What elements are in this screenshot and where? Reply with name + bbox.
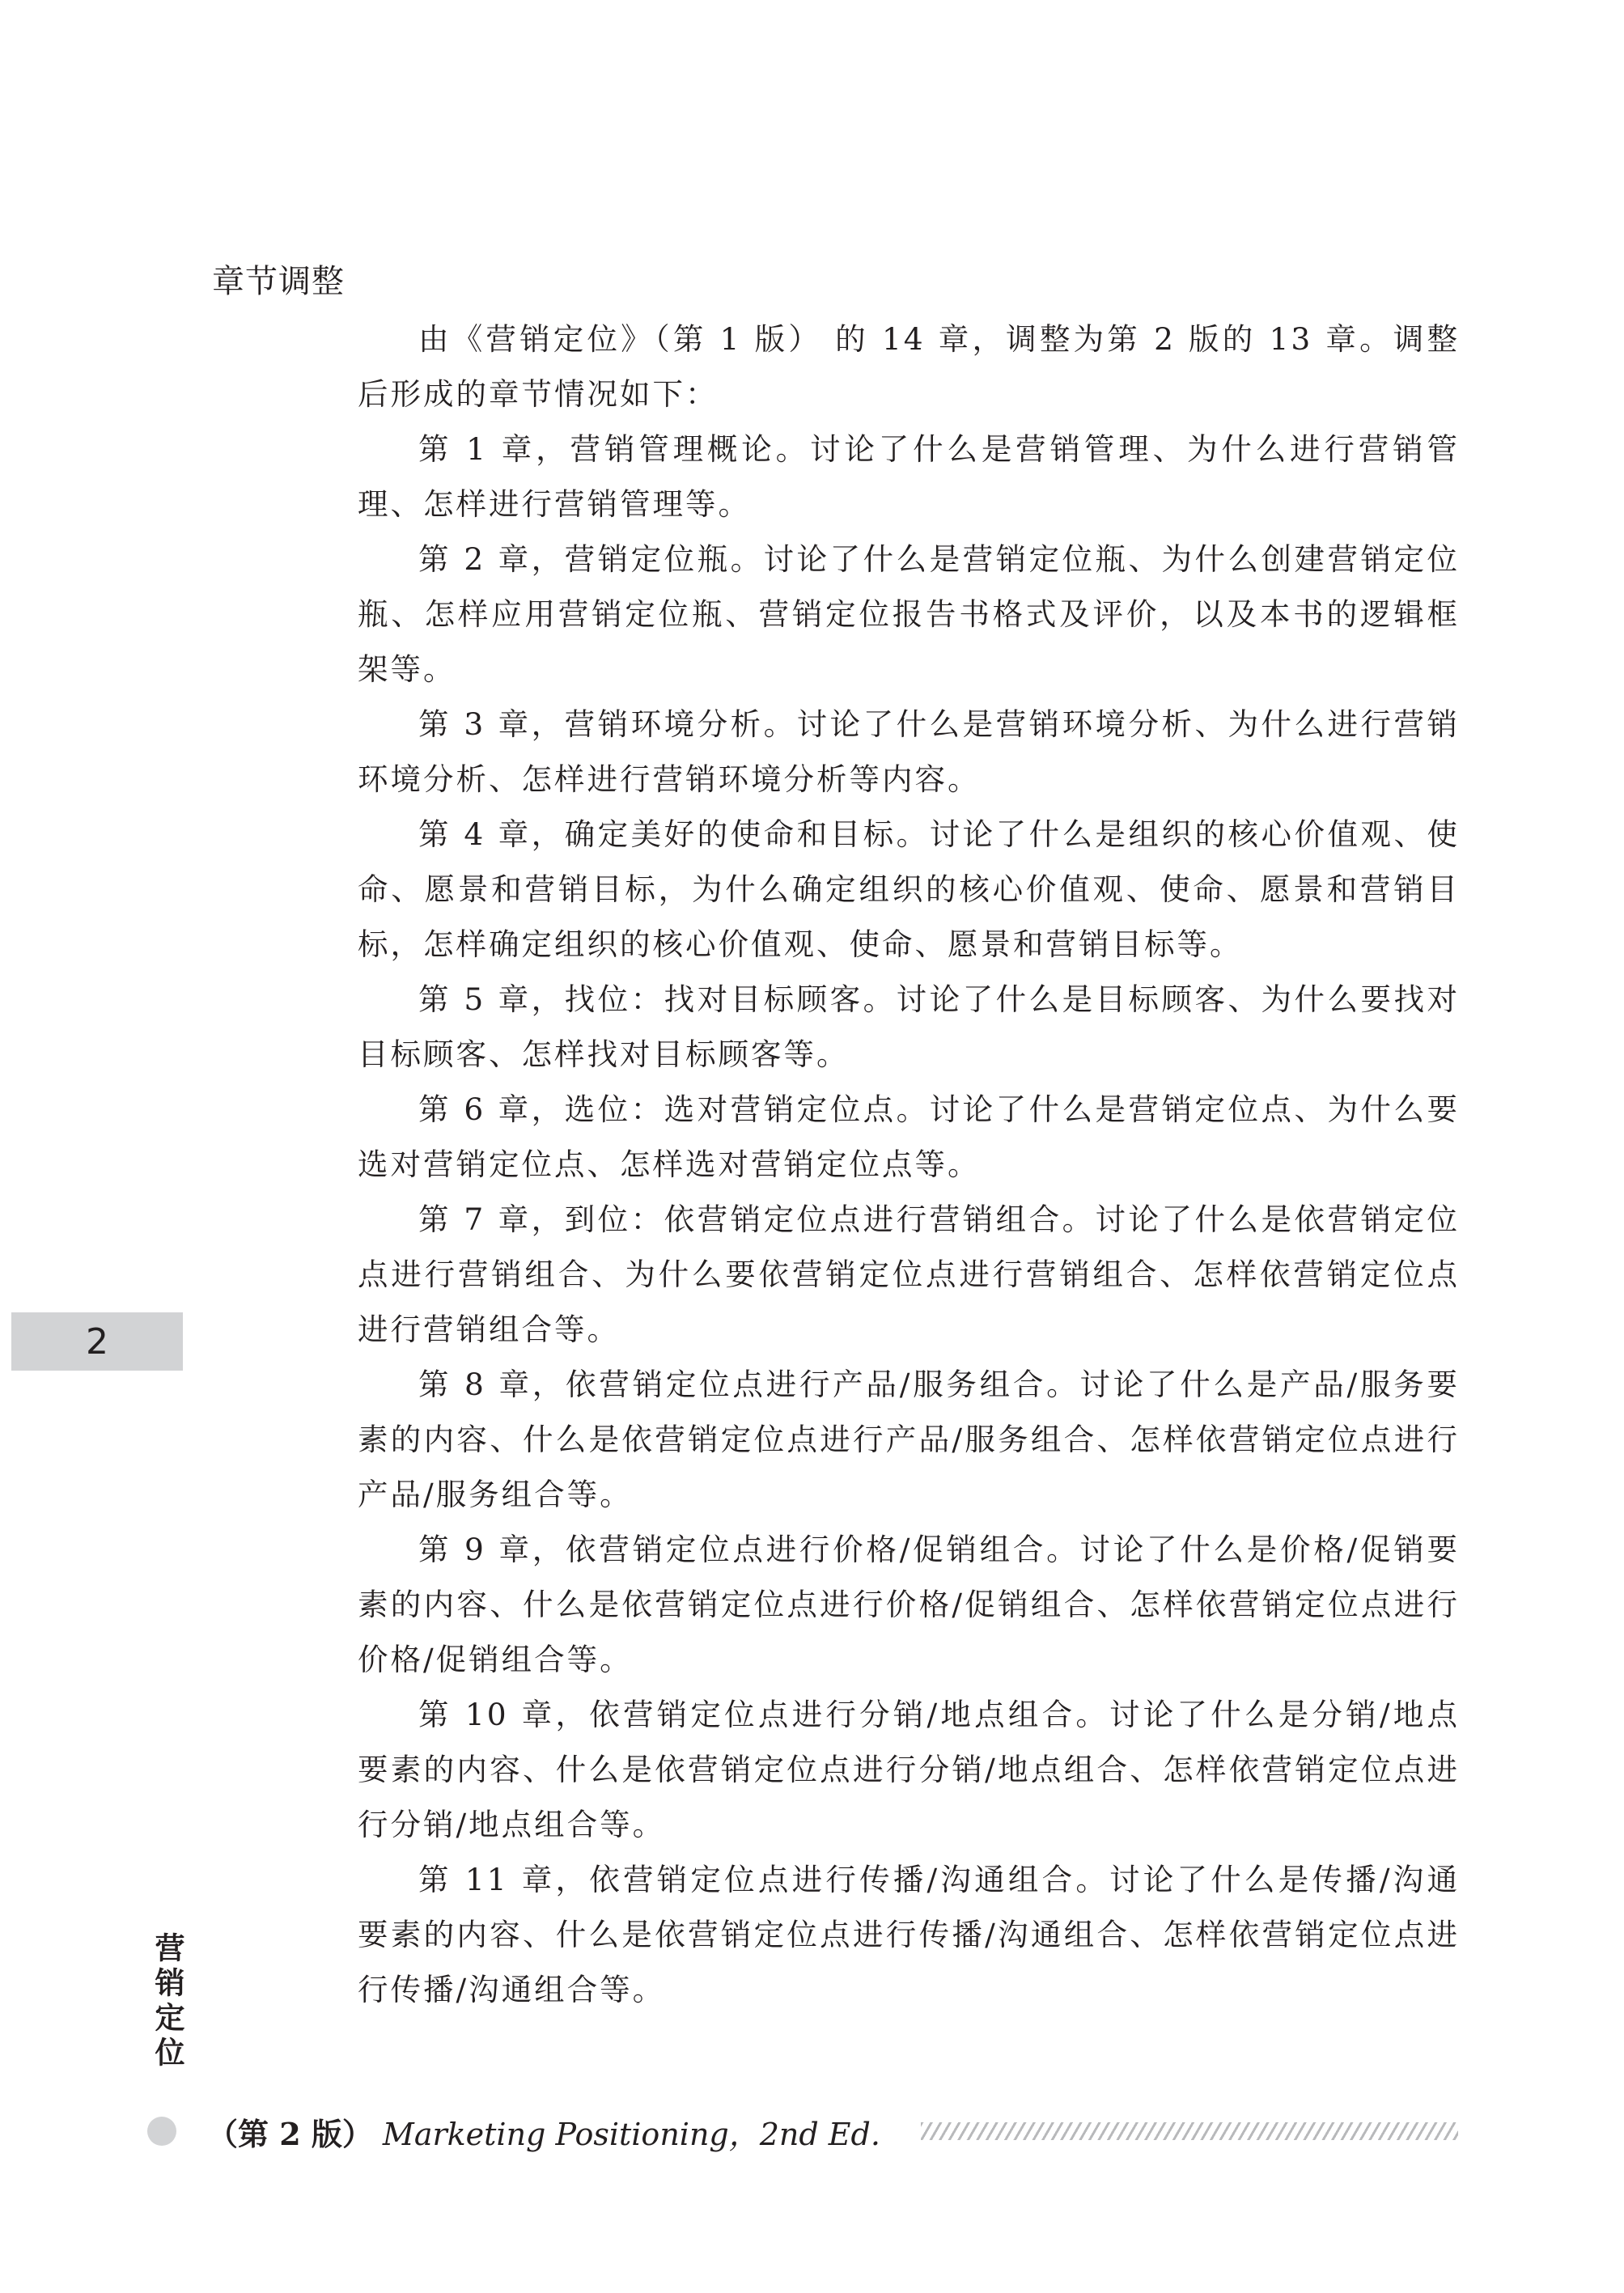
paragraph-chapter-6: 第 6 章，选位：选对营销定位点。讨论了什么是营销定位点、为什么要选对营销定位点、怎样选对营销定位点等。 [358, 1091, 1460, 1182]
footer-hatch-rule [921, 2122, 1458, 2140]
body-text [358, 312, 1460, 2017]
section-heading: 章节调整 [212, 263, 345, 300]
paragraph-chapter-10: 第 10 章，依营销定位点进行分销/地点组合。讨论了什么是分销/地点要素的内容、什么是依营销定位点进行分销/地点组合、怎样依营销定位点进行分销/地点组合等。 [358, 1697, 1460, 1842]
paragraph-chapter-3: 第 3 章，营销环境分析。讨论了什么是营销环境分析、为什么进行营销环境分析、怎样进行营销环境分析等内容。 [358, 706, 1460, 797]
running-footer [147, 2107, 1458, 2155]
paragraph-chapter-11: 第 11 章，依营销定位点进行传播/沟通组合。讨论了什么是传播/沟通要素的内容、什么是依营销定位点进行传播/沟通组合、怎样依营销定位点进行传播/沟通组合等。 [358, 1862, 1460, 2007]
footer-dot-icon [147, 2117, 176, 2146]
page-number: 2 [86, 1320, 108, 1363]
footer-edition: （第 2 版） [207, 2115, 373, 2152]
paragraph-chapter-5: 第 5 章，找位：找对目标顾客。讨论了什么是目标顾客、为什么要找对目标顾客、怎样找对目标顾客等。 [358, 981, 1460, 1072]
paragraph-chapter-8: 第 8 章，依营销定位点进行产品/服务组合。讨论了什么是产品/服务要素的内容、什么是依营销定位点进行产品/服务组合、怎样依营销定位点进行产品/服务组合等。 [358, 1367, 1460, 1512]
footer-english-title: Marketing Positioning，2nd Ed. [382, 2116, 880, 2152]
paragraph-chapter-9: 第 9 章，依营销定位点进行价格/促销组合。讨论了什么是价格/促销要素的内容、什么是依营销定位点进行价格/促销组合、怎样依营销定位点进行价格/促销组合等。 [358, 1532, 1460, 1677]
paragraph-chapter-4: 第 4 章，确定美好的使命和目标。讨论了什么是组织的核心价值观、使命、愿景和营销目标，为什么确定组织的核心价值观、使命、愿景和营销目标，怎样确定组织的核心价值观、使命、愿景和营销目标等。 [358, 816, 1460, 962]
paragraph-chapter-1: 第 1 章，营销管理概论。讨论了什么是营销管理、为什么进行营销管理、怎样进行营销管理等。 [358, 431, 1460, 522]
paragraph-chapter-2: 第 2 章，营销定位瓶。讨论了什么是营销定位瓶、为什么创建营销定位瓶、怎样应用营销定位瓶、营销定位报告书格式及评价，以及本书的逻辑框架等。 [358, 541, 1460, 687]
paragraph-chapter-7: 第 7 章，到位：依营销定位点进行营销组合。讨论了什么是依营销定位点进行营销组合、为什么要依营销定位点进行营销组合、怎样依营销定位点进行营销组合等。 [358, 1202, 1460, 1347]
page-number-tab [11, 1312, 183, 1371]
paragraph-intro: 由《营销定位》（第 1 版） 的 14 章，调整为第 2 版的 13 章。调整后形成的章节情况如下： [358, 321, 1460, 412]
side-book-title: 营销定位 [150, 1932, 185, 2071]
